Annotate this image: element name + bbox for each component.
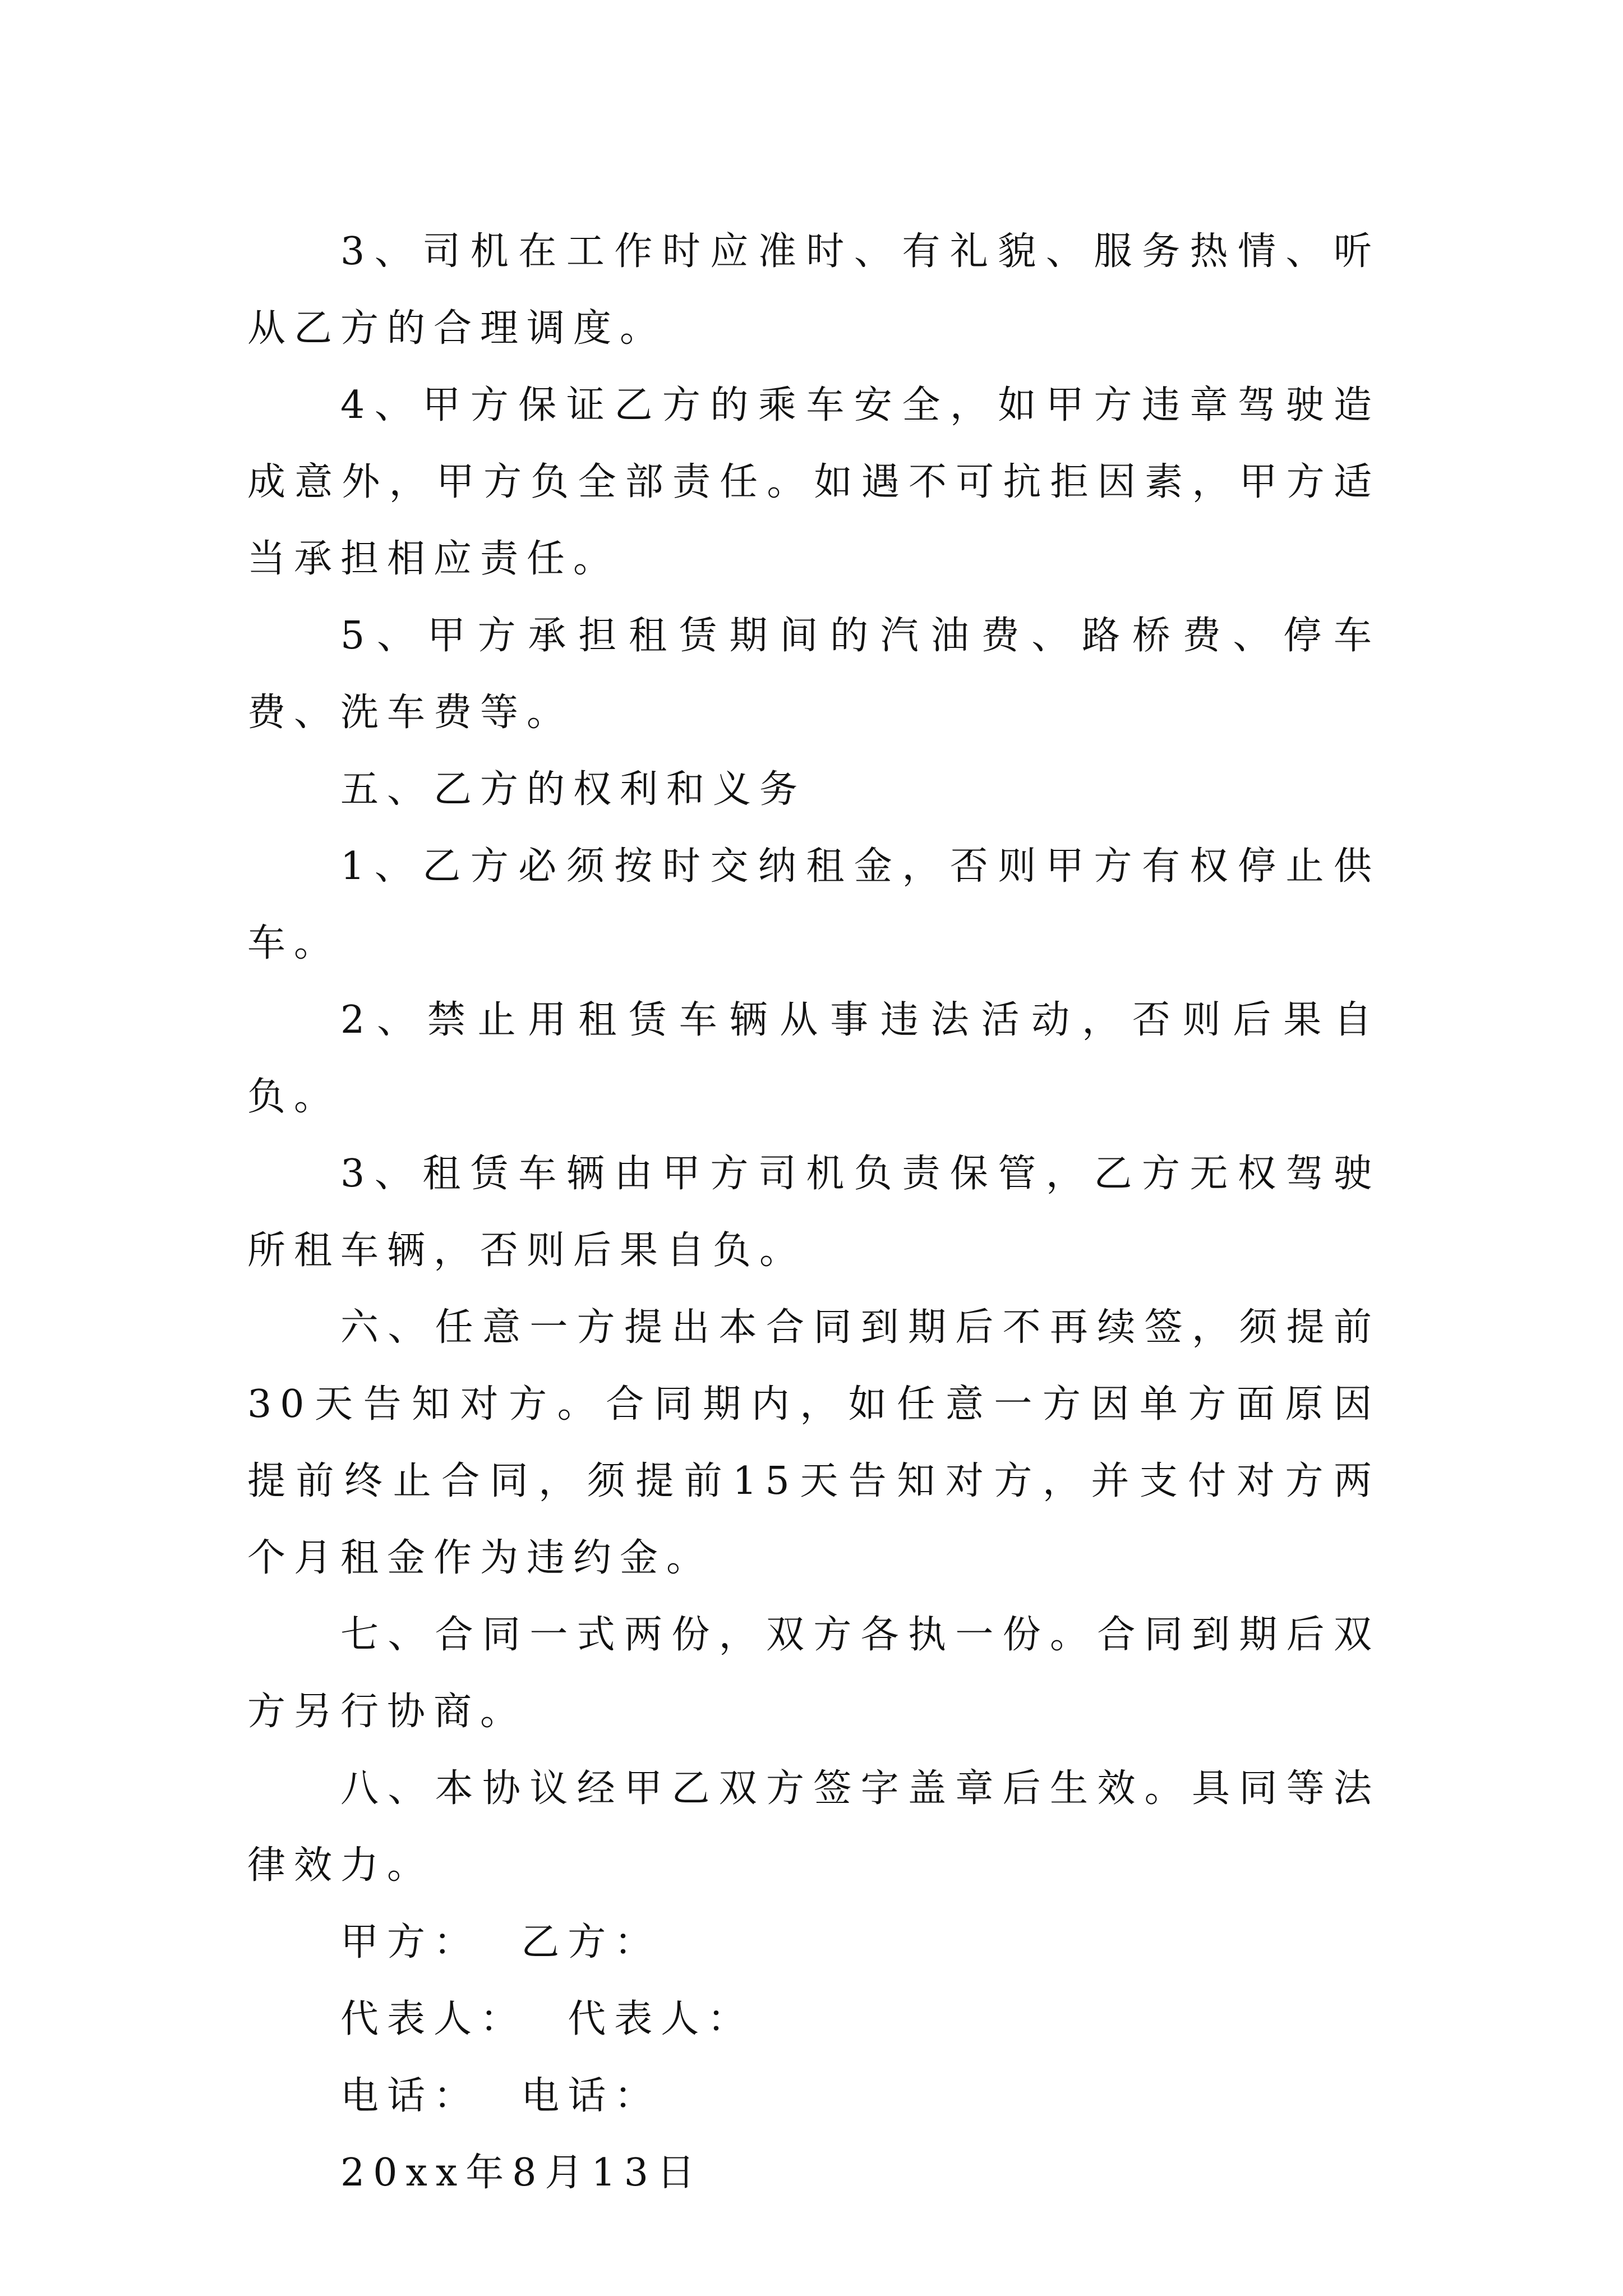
clause-driver-conduct: 3、司机在工作时应准时、有礼貌、服务热情、听从乙方的合理调度。 bbox=[247, 229, 1380, 351]
clause-effectiveness: 八、本协议经甲乙双方签字盖章后生效。具同等法律效力。 bbox=[247, 1766, 1380, 1888]
clause-ride-safety: 4、甲方保证乙方的乘车安全，如甲方违章驾驶造成意外，甲方负全部责任。如遇不可抗拒因素，甲方适当承担相应责任。 bbox=[247, 383, 1380, 581]
clause-termination: 六、任意一方提出本合同到期后不再续签，须提前30天告知对方。合同期内，如任意一方因单方面原因提前终止合同，须提前15天告知对方，并支付对方两个月租金作为违约金。 bbox=[247, 1305, 1380, 1580]
contract-body bbox=[247, 213, 1380, 2211]
clause-expenses: 5、甲方承担租赁期间的汽油费、路桥费、停车费、洗车费等。 bbox=[247, 614, 1380, 735]
clause-rent-payment: 1、乙方必须按时交纳租金，否则甲方有权停止供车。 bbox=[247, 844, 1380, 965]
section-heading-party-b: 五、乙方的权利和义务 bbox=[340, 767, 806, 812]
signature-phone-line: 电话： 电话： bbox=[340, 2074, 661, 2118]
signature-representative-line: 代表人： 代表人： bbox=[340, 1997, 754, 2041]
signature-date-line: 20xx年8月13日 bbox=[340, 2151, 704, 2195]
clause-vehicle-custody: 3、租赁车辆由甲方司机负责保管，乙方无权驾驶所租车辆，否则后果自负。 bbox=[247, 1152, 1380, 1273]
clause-illegal-use: 2、禁止用租赁车辆从事违法活动，否则后果自负。 bbox=[247, 998, 1380, 1119]
clause-copies: 七、合同一式两份，双方各执一份。合同到期后双方另行协商。 bbox=[247, 1613, 1380, 1734]
signature-party-line: 甲方： 乙方： bbox=[340, 1920, 661, 1964]
